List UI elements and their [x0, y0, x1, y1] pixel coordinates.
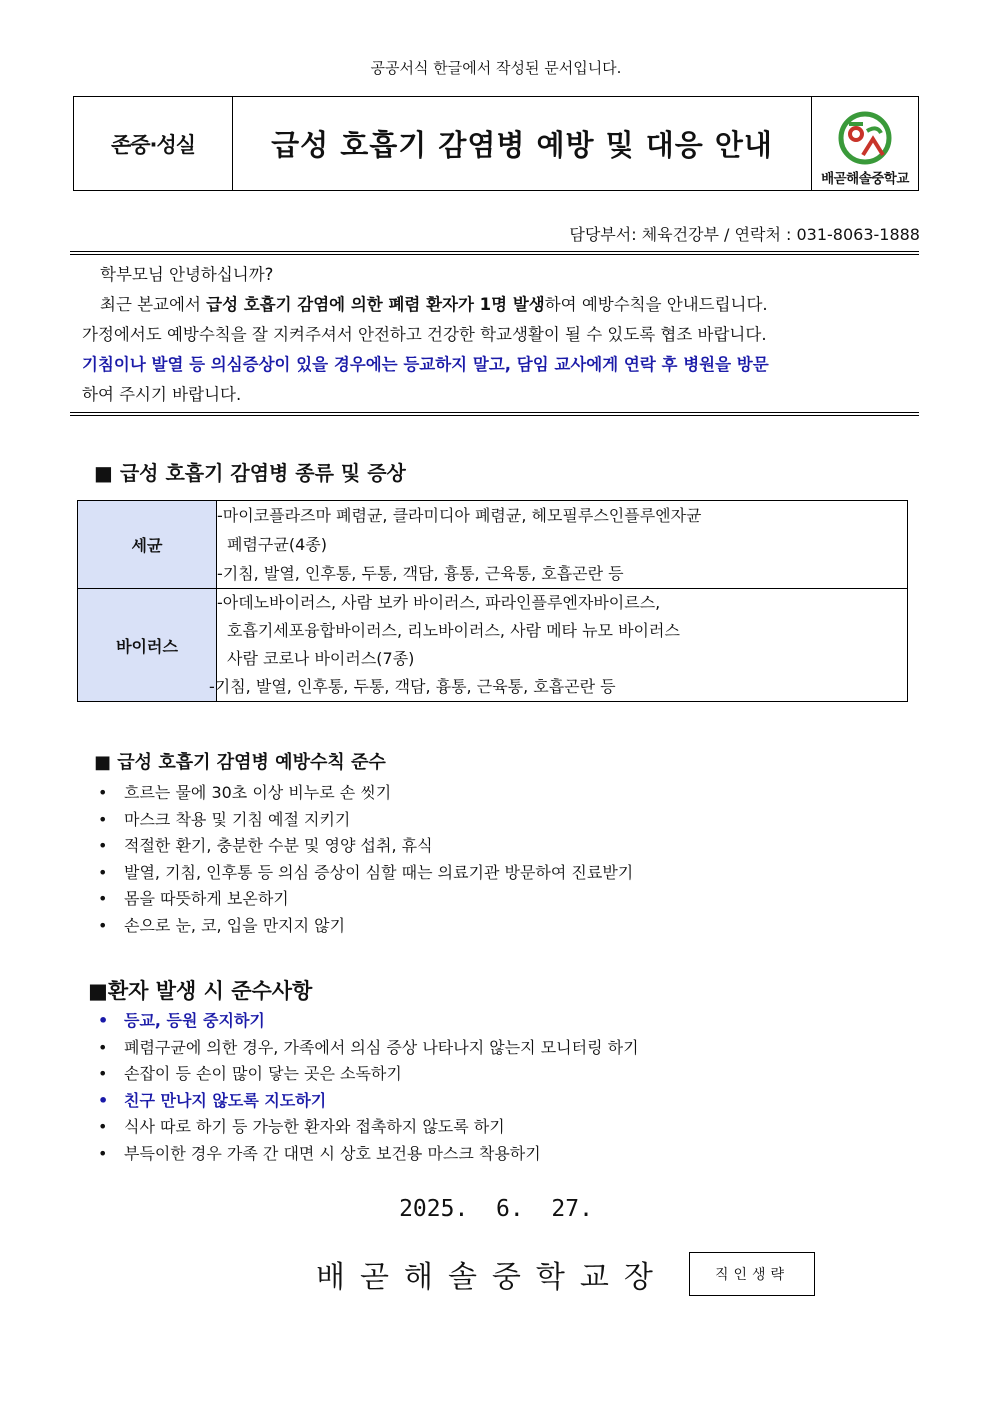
list-item-text: 손으로 눈, 코, 입을 만지지 않기	[124, 915, 346, 935]
list-item	[98, 1008, 639, 1035]
intro-p1-suffix: 하여 예방수칙을 안내드립니다.	[544, 295, 768, 314]
bullet-icon: •	[98, 862, 108, 882]
section-title-patient-rules: ■환자 발생 시 준수사항	[88, 979, 313, 1003]
list-item	[98, 860, 633, 887]
list-item	[98, 780, 633, 807]
document-title: 급성 호흡기 감염병 예방 및 대응 안내	[233, 97, 812, 190]
school-logo	[812, 97, 918, 190]
school-emblem-icon	[833, 111, 897, 165]
intro-paragraph-3	[82, 350, 910, 410]
description-line: 사람 코로나 바이러스(7종)	[227, 649, 415, 668]
divider-bottom	[70, 412, 919, 416]
intro-paragraph-1	[82, 290, 910, 320]
list-item-text: 등교, 등원 중지하기	[124, 1011, 265, 1030]
intro-message	[82, 260, 910, 410]
description-line: -마이코플라즈마 폐렴균, 클라미디아 폐렴균, 헤모필루스인플루엔자균	[217, 506, 702, 525]
bullet-icon: •	[98, 1117, 108, 1136]
patient-rules-list	[98, 1008, 639, 1167]
list-item	[98, 913, 633, 940]
list-item	[98, 1141, 639, 1168]
intro-p1-emphasis: 급성 호흡기 감염에 의한 폐렴 환자가 1명 발생	[206, 295, 545, 314]
bullet-icon: •	[98, 809, 108, 829]
description-line: -기침, 발열, 인후통, 두통, 객담, 흉통, 근육통, 호흡곤란 등	[209, 677, 616, 696]
bullet-icon: •	[98, 783, 108, 802]
bullet-icon: •	[98, 1143, 108, 1163]
list-item	[98, 886, 633, 913]
table-row	[78, 589, 908, 702]
school-motto: 존중·성실	[74, 97, 233, 190]
list-item-text: 식사 따로 하기 등 가능한 환자와 접촉하지 않도록 하기	[124, 1117, 505, 1136]
school-logo-text: 배곧해솔중학교	[821, 171, 909, 187]
list-item	[98, 1088, 639, 1115]
section-title-types: ■ 급성 호흡기 감염병 종류 및 증상	[94, 461, 406, 485]
row-category: 바이러스	[78, 589, 217, 702]
list-item	[98, 1114, 639, 1141]
list-item	[98, 1061, 639, 1088]
list-item-text: 발열, 기침, 인후통 등 의심 증상이 심할 때는 의료기관 방문하여 진료받기	[124, 862, 634, 882]
list-item	[98, 807, 633, 834]
list-item-text: 몸을 따뜻하게 보온하기	[124, 889, 289, 908]
description-line: -아데노바이러스, 사람 보카 바이러스, 파라인플루엔자바이르스,	[217, 593, 661, 612]
description-line: 폐렴구균(4종)	[227, 535, 327, 554]
description-line: -기침, 발열, 인후통, 두통, 객담, 흉통, 근육통, 호흡곤란 등	[217, 564, 624, 583]
issue-date	[0, 1196, 992, 1222]
row-description	[217, 501, 908, 589]
seal-box: 직인생략	[689, 1252, 815, 1296]
document-origin-note: 공공서식 한글에서 작성된 문서입니다.	[370, 59, 622, 77]
list-item	[98, 1035, 639, 1062]
list-item-text: 마스크 착용 및 기침 예절 지키기	[124, 809, 351, 829]
principal-signature: 배곧해솔중학교장	[316, 1260, 668, 1295]
issue-date-text: 2025. 6. 27.	[399, 1196, 593, 1222]
intro-warning: 기침이나 발열 등 의심증상이 있을 경우에는 등교하지 말고, 담임 교사에게 연락 후 병원을 방문	[82, 355, 769, 374]
list-item-text: 손잡이 등 손이 많이 닿는 곳은 소독하기	[124, 1064, 402, 1083]
bullet-icon: •	[98, 889, 108, 908]
bullet-icon: •	[98, 1090, 109, 1110]
intro-paragraph-2: 가정에서도 예방수칙을 잘 지켜주셔서 안전하고 건강한 학교생활이 될 수 있도록 협조 바랍니다.	[82, 325, 767, 344]
row-description	[209, 589, 908, 702]
prevention-list	[98, 780, 633, 939]
list-item-text: 친구 만나지 않도록 지도하기	[124, 1090, 327, 1110]
list-item-text: 흐르는 물에 30초 이상 비누로 손 씻기	[124, 783, 392, 802]
bullet-icon: •	[98, 915, 108, 935]
section-title-prevention: ■ 급성 호흡기 감염병 예방수칙 준수	[94, 752, 386, 773]
divider-top	[70, 251, 919, 255]
list-item-text: 폐렴구균에 의한 경우, 가족에서 의심 증상 나타나지 않는지 모니터링 하기	[124, 1037, 639, 1057]
intro-p1-prefix: 최근 본교에서	[100, 295, 207, 314]
table-row	[78, 501, 908, 589]
bullet-icon: •	[98, 1064, 108, 1083]
list-item-text: 부득이한 경우 가족 간 대면 시 상호 보건용 마스크 착용하기	[124, 1143, 541, 1163]
disease-types-table	[77, 500, 908, 702]
intro-p3-tail: 하여 주시기 바랍니다.	[82, 385, 242, 404]
description-line: 호흡기세포융합바이러스, 리노바이러스, 사람 메타 뉴모 바이러스	[227, 621, 680, 640]
greeting: 학부모님 안녕하십니까?	[100, 265, 274, 284]
list-item	[98, 833, 633, 860]
document-header	[73, 96, 919, 191]
bullet-icon: •	[98, 1011, 109, 1030]
contact-info: 담당부서: 체육건강부 / 연락처 : 031-8063-1888	[569, 225, 920, 244]
bullet-icon: •	[98, 836, 108, 855]
list-item-text: 적절한 환기, 충분한 수분 및 영양 섭취, 휴식	[124, 836, 433, 855]
row-category: 세균	[78, 501, 217, 589]
bullet-icon: •	[98, 1037, 108, 1057]
